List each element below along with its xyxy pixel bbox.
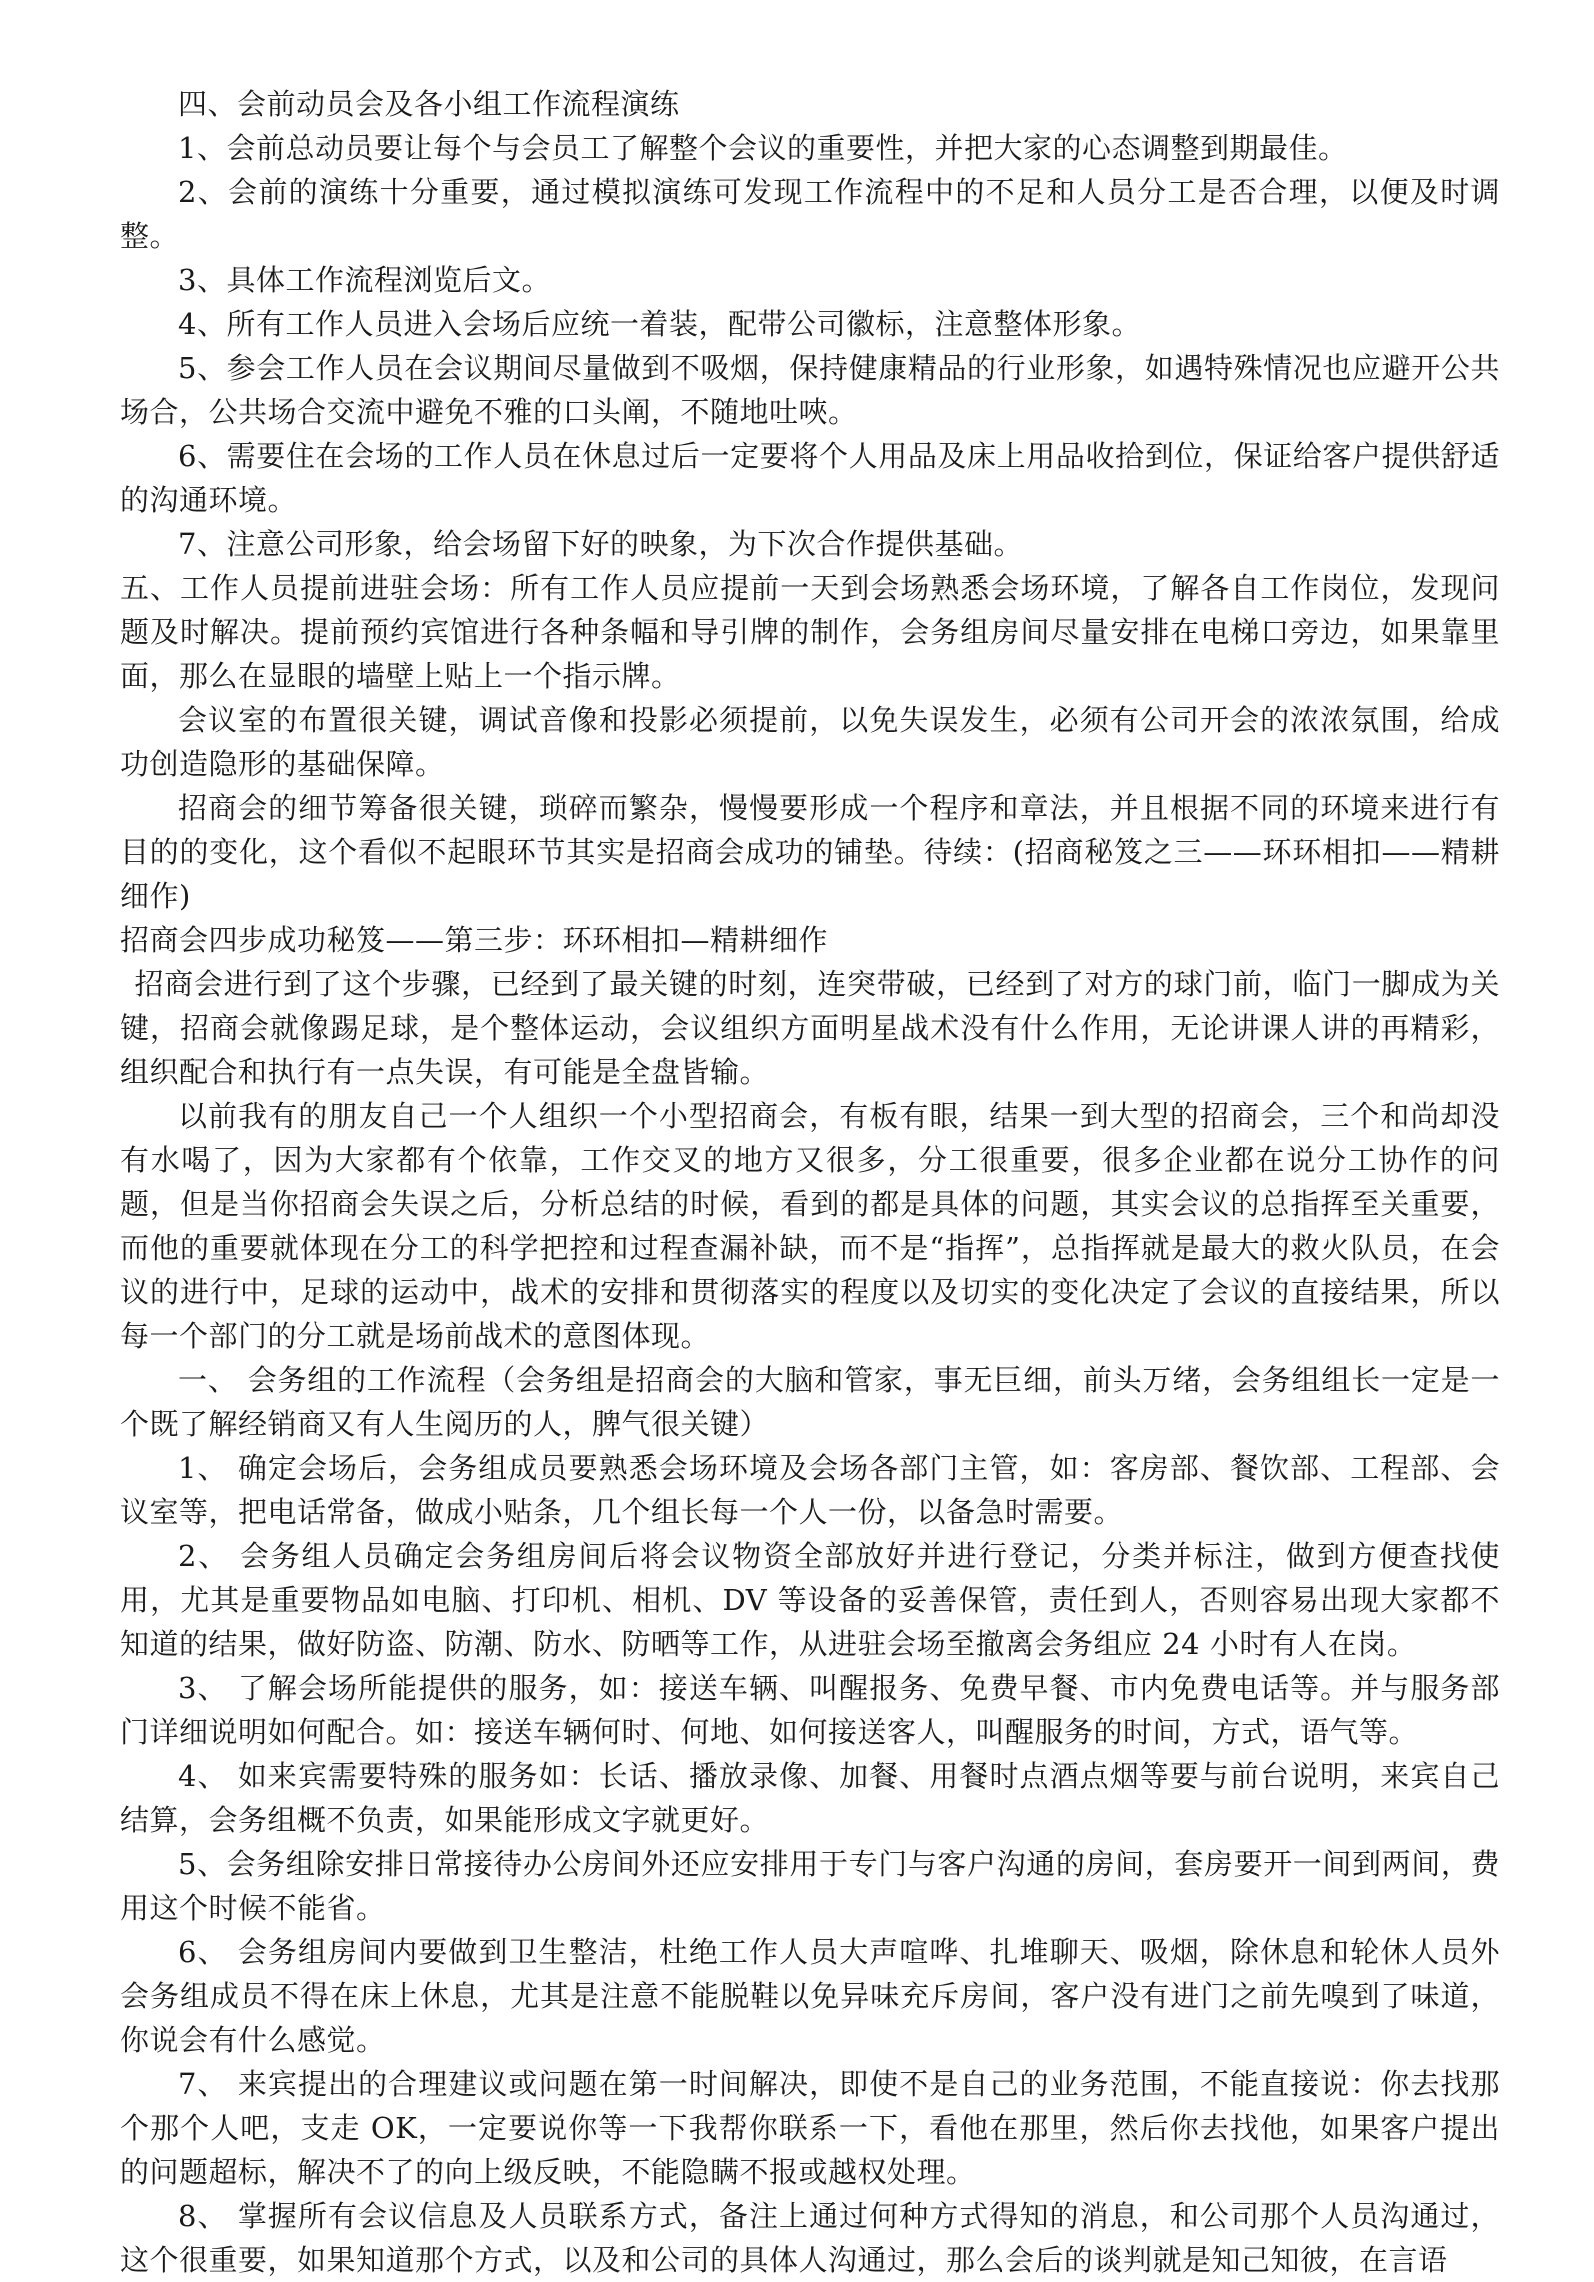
paragraph: 5、参会工作人员在会议期间尽量做到不吸烟，保持健康精品的行业形象，如遇特殊情况也应避开公共场合，公共场合交流中避免不雅的口头阐，不随地吐唊。 (120, 351, 1500, 429)
paragraph: 会议室的布置很关键，调试音像和投影必须提前，以免失误发生，必须有公司开会的浓浓氛围，给成功创造隐形的基础保障。 (120, 703, 1500, 781)
paragraph: 2、 会务组人员确定会务组房间后将会议物资全部放好并进行登记，分类并标注，做到方便查找使用，尤其是重要物品如电脑、打印机、相机、DV 等设备的妥善保管，责任到人，否则容易出现大家都不知道的结果，做好防盗、防潮、防水、防晒等工作，从进驻会场至撤离会务组应 24 小时有人在岗。 (120, 1539, 1500, 1661)
paragraph: 一、 会务组的工作流程（会务组是招商会的大脑和管家，事无巨细，前头万绪，会务组组长一定是一个既了解经销商又有人生阅历的人，脾气很关键） (120, 1363, 1500, 1441)
paragraph: 1、会前总动员要让每个与会员工了解整个会议的重要性，并把大家的心态调整到期最佳。 (178, 131, 1348, 165)
paragraph: 2、会前的演练十分重要，通过模拟演练可发现工作流程中的不足和人员分工是否合理，以便及时调整。 (120, 175, 1500, 253)
paragraph: 招商会四步成功秘笈——第三步：环环相扣—精耕细作 (120, 923, 829, 957)
paragraph: 3、具体工作流程浏览后文。 (178, 263, 551, 297)
paragraph: 以前我有的朋友自己一个人组织一个小型招商会，有板有眼，结果一到大型的招商会，三个和尚却没有水喝了，因为大家都有个依靠，工作交叉的地方又很多，分工很重要，很多企业都在说分工协作的问题，但是当你招商会失误之后，分析总结的时候，看到的都是具体的问题，其实会议的总指挥至关重要，而他的重要就体现在分工的科学把控和过程查漏补缺，而不是“指挥”，总指挥就是最大的救火队员，在会议的进行中，足球的运动中，战术的安排和贯彻落实的程度以及切实的变化决定了会议的直接结果，所以每一个部门的分工就是场前战术的意图体现。 (120, 1099, 1500, 1353)
paragraph: 6、 会务组房间内要做到卫生整洁，杜绝工作人员大声喧哗、扎堆聊天、吸烟，除休息和轮休人员外会务组成员不得在床上休息，尤其是注意不能脱鞋以免异味充斥房间，客户没有进门之前先嗅到了味道，你说会有什么感觉。 (120, 1935, 1500, 2057)
paragraph: 招商会的细节筹备很关键，琐碎而繁杂，慢慢要形成一个程序和章法，并且根据不同的环境来进行有目的的变化，这个看似不起眼环节其实是招商会成功的铺垫。待续：(招商秘笈之三——环环相扣——精耕细作) (120, 791, 1500, 913)
paragraph: 4、 如来宾需要特殊的服务如：长话、播放录像、加餐、用餐时点酒点烟等要与前台说明，来宾自己结算，会务组概不负责，如果能形成文字就更好。 (120, 1759, 1500, 1837)
paragraph: 1、 确定会场后，会务组成员要熟悉会场环境及会场各部门主管，如：客房部、餐饮部、工程部、会议室等，把电话常备，做成小贴条，几个组长每一个人一份，以备急时需要。 (120, 1451, 1500, 1529)
paragraph: 五、工作人员提前进驻会场：所有工作人员应提前一天到会场熟悉会场环境，了解各自工作岗位，发现问题及时解决。提前预约宾馆进行各种条幅和导引牌的制作，会务组房间尽量安排在电梯口旁边，如果靠里面，那么在显眼的墙壁上贴上一个指示牌。 (120, 571, 1500, 693)
paragraph: 7、 来宾提出的合理建议或问题在第一时间解决，即使不是自己的业务范围，不能直接说：你去找那个那个人吧，支走 OK，一定要说你等一下我帮你联系一下，看他在那里，然后你去找他，如果客户提出的问题超标，解决不了的向上级反映，不能隐瞒不报或越权处理。 (120, 2067, 1500, 2189)
paragraph: 7、注意公司形象，给会场留下好的映象，为下次合作提供基础。 (178, 527, 1023, 561)
paragraph: 6、需要住在会场的工作人员在休息过后一定要将个人用品及床上用品收拾到位，保证给客户提供舒适的沟通环境。 (120, 439, 1500, 517)
paragraph: 8、 掌握所有会议信息及人员联系方式，备注上通过何种方式得知的消息，和公司那个人员沟通过，这个很重要，如果知道那个方式，以及和公司的具体人沟通过，那么会后的谈判就是知己知彼，在言语 (120, 2199, 1500, 2277)
paragraph: 3、 了解会场所能提供的服务，如：接送车辆、叫醒报务、免费早餐、市内免费电话等。并与服务部门详细说明如何配合。如：接送车辆何时、何地、如何接送客人，叫醒服务的时间，方式，语气等。 (120, 1671, 1500, 1749)
document-page (120, 82, 1500, 2282)
paragraph: 四、会前动员会及各小组工作流程演练 (178, 87, 680, 121)
paragraph: 招商会进行到了这个步骤，已经到了最关键的时刻，连突带破，已经到了对方的球门前，临门一脚成为关键，招商会就像踢足球，是个整体运动，会议组织方面明星战术没有什么作用，无论讲课人讲的再精彩，组织配合和执行有一点失误，有可能是全盘皆输。 (120, 967, 1500, 1089)
paragraph: 5、会务组除安排日常接待办公房间外还应安排用于专门与客户沟通的房间，套房要开一间到两间，费用这个时候不能省。 (120, 1847, 1500, 1925)
paragraph: 4、所有工作人员进入会场后应统一着装，配带公司徽标，注意整体形象。 (178, 307, 1141, 341)
